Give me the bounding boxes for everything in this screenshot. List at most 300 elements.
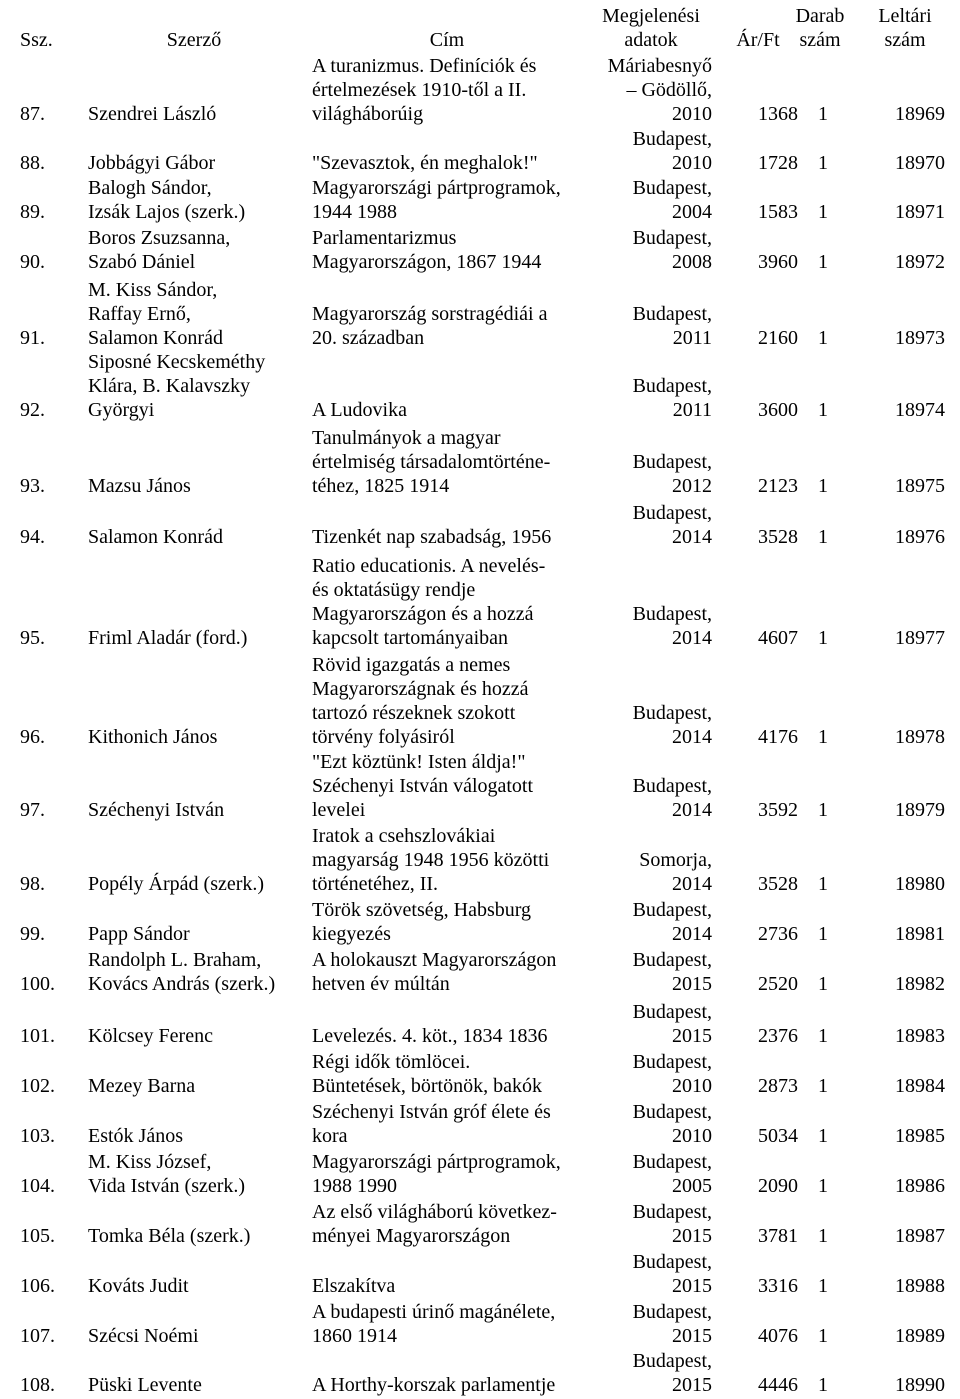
author-cell	[88, 898, 300, 946]
author-cell-line: Estók János	[88, 1125, 183, 1147]
title-cell-line: világháborúig	[312, 103, 424, 125]
title-cell-line: Török szövetség, Habsburg	[312, 899, 532, 921]
inventory-number-cell	[830, 1250, 945, 1298]
quantity-cell	[798, 426, 828, 498]
author-cell-line: Szécsi Noémi	[88, 1325, 199, 1347]
inventory-number-cell	[830, 227, 945, 274]
title-cell-line: Magyarországon, 1867 1944	[312, 251, 542, 273]
price-cell-line: 2376	[758, 1025, 798, 1047]
price-cell	[718, 227, 798, 274]
row-number-line: 89.	[20, 201, 45, 223]
inventory-number-cell	[830, 948, 945, 996]
publication-cell-line: Budapest,	[632, 128, 712, 150]
quantity-cell	[798, 652, 828, 749]
title-cell-line: Magyarországnak és hozzá	[312, 678, 529, 700]
header-pub-label-1: Megjelenési	[602, 5, 700, 27]
table-row	[0, 1050, 960, 1098]
publication-cell	[590, 1300, 712, 1348]
author-cell	[88, 352, 300, 422]
title-cell-line: A turanizmus. Definíciók és	[312, 55, 537, 77]
row-number	[20, 752, 75, 822]
quantity-cell-line: 1	[818, 1175, 828, 1197]
publication-cell-line: 2014	[672, 873, 712, 895]
price-cell-line: 3528	[758, 526, 798, 548]
title-cell-line: "Ezt köztünk! Isten áldja!"	[312, 751, 526, 773]
author-cell-line: M. Kiss József,	[88, 1151, 212, 1173]
table-row	[0, 898, 960, 946]
publication-cell	[590, 426, 712, 498]
publication-cell	[590, 278, 712, 350]
quantity-cell	[798, 1300, 828, 1348]
title-cell-line: A Ludovika	[312, 399, 407, 421]
table-row	[0, 1300, 960, 1348]
title-cell-line: Ratio educationis. A nevelés-	[312, 555, 546, 577]
author-cell-line: Siposné Kecskeméthy	[88, 351, 266, 373]
quantity-cell	[798, 1050, 828, 1098]
title-cell-line: Elszakítva	[312, 1275, 396, 1297]
quantity-cell	[798, 948, 828, 996]
title-cell-line: kora	[312, 1125, 348, 1147]
price-cell	[718, 652, 798, 749]
inventory-number-cell	[830, 177, 945, 224]
inventory-number-cell-line: 18986	[895, 1175, 945, 1197]
inventory-number-cell	[830, 752, 945, 822]
title-cell	[312, 128, 582, 175]
author-cell	[88, 552, 300, 650]
price-cell-line: 2520	[758, 973, 798, 995]
inventory-number-cell	[830, 552, 945, 650]
inventory-number-cell-line: 18989	[895, 1325, 945, 1347]
table-row	[0, 128, 960, 175]
title-cell-line: történetéhez, II.	[312, 873, 439, 895]
row-number	[20, 1050, 75, 1098]
header-pub-label-2: adatok	[624, 29, 678, 51]
author-cell	[88, 652, 300, 749]
inventory-number-cell-line: 18984	[895, 1075, 945, 1097]
title-cell	[312, 55, 582, 126]
publication-cell	[590, 1200, 712, 1248]
title-cell-line: értelmiség társadalomtörténe-	[312, 451, 551, 473]
inventory-number-cell-line: 18974	[895, 399, 945, 421]
table-row	[0, 227, 960, 274]
row-number-line: 93.	[20, 475, 45, 497]
inventory-number-cell	[830, 278, 945, 350]
quantity-cell-line: 1	[818, 873, 828, 895]
inventory-number-cell-line: 18969	[895, 103, 945, 125]
quantity-cell	[798, 824, 828, 896]
title-cell-line: hetven év múltán	[312, 973, 450, 995]
author-cell	[88, 500, 300, 549]
quantity-cell-line: 1	[818, 1374, 828, 1396]
inventory-number-cell-line: 18977	[895, 627, 945, 649]
price-cell-line: 3781	[758, 1225, 798, 1247]
title-cell-line: Tizenkét nap szabadság, 1956	[312, 526, 552, 548]
title-cell	[312, 1250, 582, 1298]
author-cell	[88, 1250, 300, 1298]
title-cell-line: Iratok a csehszlovákiai	[312, 825, 496, 847]
author-cell-line: Balogh Sándor,	[88, 177, 212, 199]
header-title	[312, 2, 582, 52]
title-cell-line: Magyarországon és a hozzá	[312, 603, 534, 625]
row-number	[20, 1350, 75, 1397]
author-cell	[88, 55, 300, 126]
inventory-number-cell	[830, 352, 945, 422]
publication-cell-line: Budapest,	[632, 1001, 712, 1023]
quantity-cell-line: 1	[818, 799, 828, 821]
title-cell	[312, 177, 582, 224]
title-cell-line: Régi idők tömlöcei.	[312, 1051, 471, 1073]
header-ssz-label: Ssz.	[20, 29, 53, 51]
title-cell-line: értelmezések 1910-től a II.	[312, 79, 527, 101]
quantity-cell-line: 1	[818, 1325, 828, 1347]
quantity-cell	[798, 1100, 828, 1148]
row-number	[20, 824, 75, 896]
author-cell	[88, 1350, 300, 1397]
publication-cell-line: 2014	[672, 726, 712, 748]
title-cell-line: Az első világháború következ-	[312, 1201, 557, 1223]
author-cell-line: Jobbágyi Gábor	[88, 152, 216, 174]
quantity-cell-line: 1	[818, 201, 828, 223]
row-number-line: 106.	[20, 1275, 55, 1297]
row-number-line: 108.	[20, 1374, 55, 1396]
author-cell-line: Tomka Béla (szerk.)	[88, 1225, 251, 1247]
publication-cell-line: Budapest,	[632, 1301, 712, 1323]
table-row	[0, 500, 960, 549]
price-cell	[718, 552, 798, 650]
title-cell-line: A Horthy-korszak parlamentje	[312, 1374, 556, 1396]
price-cell	[718, 426, 798, 498]
inventory-number-cell-line: 18970	[895, 152, 945, 174]
price-cell	[718, 948, 798, 996]
row-number-line: 99.	[20, 923, 45, 945]
author-cell	[88, 227, 300, 274]
author-cell	[88, 426, 300, 498]
quantity-cell	[798, 128, 828, 175]
inventory-number-cell	[830, 1100, 945, 1148]
header-author-label: Szerző	[166, 29, 222, 51]
quantity-cell	[798, 898, 828, 946]
inventory-number-cell-line: 18975	[895, 475, 945, 497]
quantity-cell-line: 1	[818, 923, 828, 945]
inventory-number-cell	[830, 652, 945, 749]
publication-cell-line: 2015	[672, 973, 712, 995]
price-cell	[718, 352, 798, 422]
title-cell	[312, 948, 582, 996]
author-cell	[88, 278, 300, 350]
quantity-cell	[798, 1350, 828, 1397]
price-cell-line: 4076	[758, 1325, 798, 1347]
title-cell-line: Büntetések, börtönök, bakók	[312, 1075, 542, 1097]
publication-cell-line: 2008	[672, 251, 712, 273]
table-row	[0, 1200, 960, 1248]
publication-cell-line: Budapest,	[632, 375, 712, 397]
publication-cell	[590, 948, 712, 996]
quantity-cell	[798, 352, 828, 422]
publication-cell-line: Budapest,	[632, 702, 712, 724]
table-row	[0, 426, 960, 498]
row-number	[20, 1000, 75, 1048]
row-number	[20, 1100, 75, 1148]
inventory-number-cell-line: 18978	[895, 726, 945, 748]
quantity-cell-line: 1	[818, 973, 828, 995]
inventory-number-cell-line: 18979	[895, 799, 945, 821]
price-cell	[718, 1050, 798, 1098]
table-row	[0, 824, 960, 896]
row-number	[20, 1250, 75, 1298]
title-cell	[312, 426, 582, 498]
inventory-number-cell	[830, 426, 945, 498]
quantity-cell-line: 1	[818, 1225, 828, 1247]
title-cell-line: Tanulmányok a magyar	[312, 427, 501, 449]
author-cell-line: Kovács András (szerk.)	[88, 973, 276, 995]
price-cell	[718, 1350, 798, 1397]
publication-cell	[590, 128, 712, 175]
publication-cell-line: Budapest,	[632, 603, 712, 625]
author-cell-line: Salamon Konrád	[88, 526, 223, 548]
title-cell	[312, 1050, 582, 1098]
price-cell	[718, 1250, 798, 1298]
price-cell	[718, 1100, 798, 1148]
quantity-cell-line: 1	[818, 526, 828, 548]
author-cell	[88, 1150, 300, 1198]
row-number-line: 97.	[20, 799, 45, 821]
quantity-cell	[798, 1200, 828, 1248]
author-cell-line: Vida István (szerk.)	[88, 1175, 246, 1197]
publication-cell-line: 2015	[672, 1325, 712, 1347]
title-cell-line: kapcsolt tartományaiban	[312, 627, 509, 649]
title-cell-line: Magyarországi pártprogramok,	[312, 177, 561, 199]
title-cell	[312, 1000, 582, 1048]
publication-cell	[590, 500, 712, 549]
author-cell	[88, 128, 300, 175]
title-cell	[312, 824, 582, 896]
publication-cell	[590, 898, 712, 946]
author-cell-line: Kithonich János	[88, 726, 218, 748]
publication-cell-line: Budapest,	[632, 1051, 712, 1073]
inventory-number-cell	[830, 1350, 945, 1397]
title-cell-line: Levelezés. 4. köt., 1834 1836	[312, 1025, 548, 1047]
header-author	[88, 2, 300, 52]
quantity-cell-line: 1	[818, 1125, 828, 1147]
row-number-line: 101.	[20, 1025, 55, 1047]
quantity-cell-line: 1	[818, 103, 828, 125]
publication-cell-line: 2010	[672, 1125, 712, 1147]
inventory-number-cell-line: 18976	[895, 526, 945, 548]
title-cell-line: "Szevasztok, én meghalok!"	[312, 152, 538, 174]
author-cell	[88, 752, 300, 822]
inventory-number-cell	[830, 500, 945, 549]
inventory-number-cell	[830, 1200, 945, 1248]
inventory-number-cell-line: 18972	[895, 251, 945, 273]
quantity-cell	[798, 1000, 828, 1048]
inventory-number-cell	[830, 824, 945, 896]
price-cell	[718, 1000, 798, 1048]
title-cell-line: 1944 1988	[312, 201, 397, 223]
author-cell	[88, 1000, 300, 1048]
inventory-number-cell-line: 18987	[895, 1225, 945, 1247]
price-cell	[718, 752, 798, 822]
price-cell-line: 2160	[758, 327, 798, 349]
publication-cell	[590, 1000, 712, 1048]
quantity-cell	[798, 1250, 828, 1298]
title-cell-line: Magyarország sorstragédiái a	[312, 303, 548, 325]
author-cell-line: Popély Árpád (szerk.)	[88, 873, 265, 895]
publication-cell-line: 2011	[672, 327, 712, 349]
author-cell	[88, 1100, 300, 1148]
price-cell-line: 3592	[758, 799, 798, 821]
table-row	[0, 652, 960, 749]
publication-cell	[590, 1100, 712, 1148]
publication-cell	[590, 227, 712, 274]
header-price	[718, 2, 798, 52]
title-cell	[312, 227, 582, 274]
quantity-cell	[798, 55, 828, 126]
price-cell-line: 1583	[758, 201, 798, 223]
price-cell	[718, 128, 798, 175]
publication-cell-line: Budapest,	[632, 1201, 712, 1223]
title-cell	[312, 278, 582, 350]
publication-cell	[590, 1250, 712, 1298]
row-number-line: 92.	[20, 399, 45, 421]
title-cell-line: 1988 1990	[312, 1175, 397, 1197]
publication-cell-line: Budapest,	[632, 1151, 712, 1173]
title-cell-line: törvény folyásiról	[312, 726, 455, 748]
author-cell	[88, 824, 300, 896]
price-cell	[718, 55, 798, 126]
publication-cell-line: 2012	[672, 475, 712, 497]
row-number-line: 105.	[20, 1225, 55, 1247]
row-number-line: 91.	[20, 327, 45, 349]
publication-cell-line: – Gödöllő,	[626, 79, 712, 101]
quantity-cell-line: 1	[818, 1075, 828, 1097]
table-row	[0, 1250, 960, 1298]
row-number-line: 87.	[20, 103, 45, 125]
table-row	[0, 1000, 960, 1048]
title-cell-line: ményei Magyarországon	[312, 1225, 511, 1247]
price-cell	[718, 824, 798, 896]
row-number	[20, 898, 75, 946]
publication-cell-line: Budapest,	[632, 1251, 712, 1273]
publication-cell	[590, 1050, 712, 1098]
publication-cell-line: 2011	[672, 399, 712, 421]
title-cell	[312, 1350, 582, 1397]
quantity-cell	[798, 752, 828, 822]
row-number-line: 90.	[20, 251, 45, 273]
inventory-number-cell	[830, 1000, 945, 1048]
publication-cell-line: Budapest,	[632, 451, 712, 473]
title-cell-line: Széchenyi István gróf élete és	[312, 1101, 551, 1123]
quantity-cell	[798, 552, 828, 650]
author-cell-line: Kölcsey Ferenc	[88, 1025, 213, 1047]
author-cell-line: M. Kiss Sándor,	[88, 279, 218, 301]
inventory-number-cell-line: 18971	[895, 201, 945, 223]
price-cell	[718, 278, 798, 350]
row-number	[20, 55, 75, 126]
author-cell-line: Széchenyi István	[88, 799, 225, 821]
row-number	[20, 1150, 75, 1198]
price-cell-line: 1728	[758, 152, 798, 174]
publication-cell-line: 2015	[672, 1275, 712, 1297]
row-number	[20, 948, 75, 996]
quantity-cell	[798, 278, 828, 350]
author-cell-line: Salamon Konrád	[88, 327, 223, 349]
header-price-label: Ár/Ft	[736, 29, 780, 51]
row-number-line: 88.	[20, 152, 45, 174]
publication-cell-line: Budapest,	[632, 177, 712, 199]
row-number	[20, 177, 75, 224]
price-cell-line: 4446	[758, 1374, 798, 1396]
inventory-number-cell	[830, 128, 945, 175]
publication-cell-line: 2015	[672, 1025, 712, 1047]
row-number-line: 100.	[20, 973, 55, 995]
row-number-line: 103.	[20, 1125, 55, 1147]
publication-cell-line: Budapest,	[632, 899, 712, 921]
title-cell-line: kiegyezés	[312, 923, 391, 945]
price-cell	[718, 177, 798, 224]
author-cell	[88, 177, 300, 224]
publication-cell-line: Máriabesnyő	[607, 55, 712, 77]
row-number-line: 107.	[20, 1325, 55, 1347]
inventory-number-cell-line: 18990	[895, 1374, 945, 1396]
quantity-cell-line: 1	[818, 475, 828, 497]
price-cell-line: 4176	[758, 726, 798, 748]
price-cell-line: 4607	[758, 627, 798, 649]
author-cell	[88, 1300, 300, 1348]
publication-cell-line: 2014	[672, 799, 712, 821]
author-cell	[88, 948, 300, 996]
price-cell-line: 5034	[758, 1125, 798, 1147]
author-cell-line: Raffay Ernő,	[88, 303, 191, 325]
row-number-line: 94.	[20, 526, 45, 548]
header-qty-label-1: Darab	[795, 5, 845, 27]
title-cell-line: A holokauszt Magyarországon	[312, 949, 557, 971]
author-cell-line: Klára, B. Kalavszky	[88, 375, 251, 397]
title-cell	[312, 1200, 582, 1248]
header-pub	[590, 2, 712, 52]
publication-cell-line: Budapest,	[632, 949, 712, 971]
author-cell-line: Mazsu János	[88, 475, 191, 497]
publication-cell-line: 2015	[672, 1225, 712, 1247]
publication-cell-line: Budapest,	[632, 775, 712, 797]
table-row	[0, 552, 960, 650]
publication-cell	[590, 352, 712, 422]
quantity-cell	[798, 177, 828, 224]
publication-cell	[590, 55, 712, 126]
title-cell	[312, 352, 582, 422]
table-row	[0, 752, 960, 822]
publication-cell-line: 2010	[672, 1075, 712, 1097]
quantity-cell	[798, 1150, 828, 1198]
quantity-cell-line: 1	[818, 627, 828, 649]
table-row	[0, 1350, 960, 1397]
publication-cell-line: 2010	[672, 103, 712, 125]
row-number	[20, 278, 75, 350]
inventory-number-cell-line: 18983	[895, 1025, 945, 1047]
quantity-cell-line: 1	[818, 251, 828, 273]
publication-cell-line: 2014	[672, 627, 712, 649]
title-cell-line: 20. században	[312, 327, 425, 349]
row-number	[20, 352, 75, 422]
quantity-cell	[798, 500, 828, 549]
author-cell-line: Kováts Judit	[88, 1275, 189, 1297]
author-cell	[88, 1200, 300, 1248]
header-row	[0, 2, 960, 52]
publication-cell-line: 2014	[672, 923, 712, 945]
row-number-line: 96.	[20, 726, 45, 748]
publication-cell	[590, 652, 712, 749]
title-cell-line: Széchenyi István válogatott	[312, 775, 534, 797]
author-cell-line: Izsák Lajos (szerk.)	[88, 201, 246, 223]
